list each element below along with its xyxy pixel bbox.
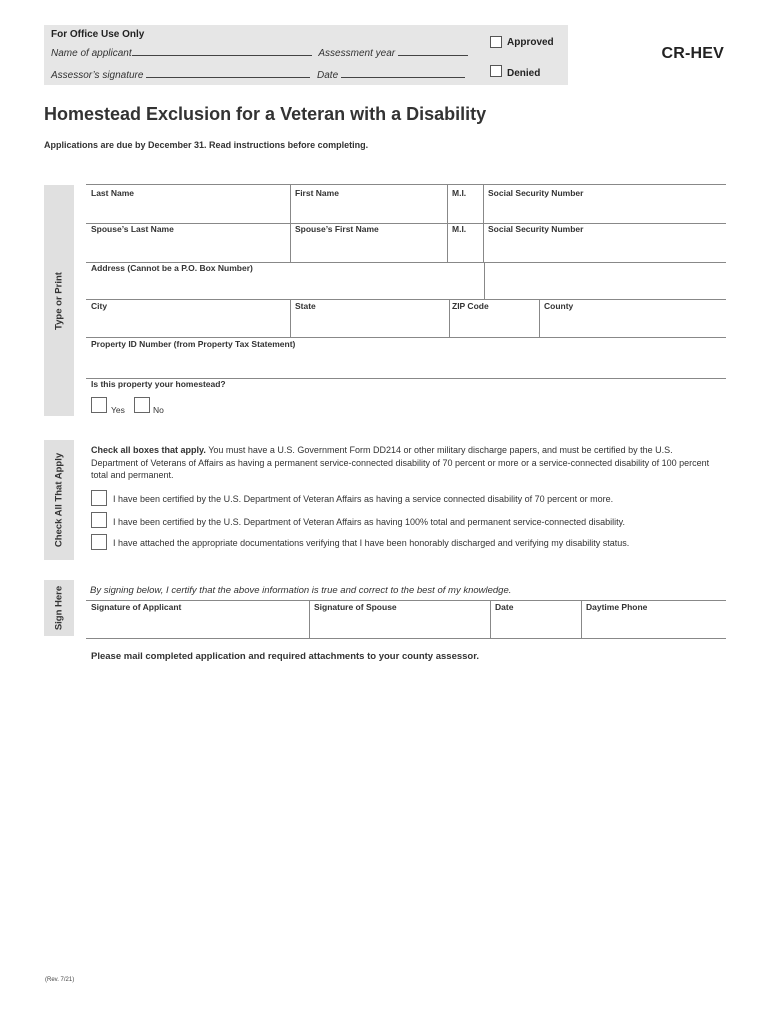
zip-label: ZIP Code [452, 301, 489, 311]
spouse-first-name-label: Spouse’s First Name [295, 224, 379, 234]
homestead-no-label: No [153, 405, 164, 415]
office-sig-row [51, 68, 465, 81]
row-line-2 [86, 223, 726, 224]
ssn-label: Social Security Number [488, 188, 584, 198]
sign-top-line [86, 600, 726, 601]
divider [581, 600, 582, 638]
sign-here-label: Sign Here [53, 585, 65, 631]
form-code: CR-HEV [661, 45, 724, 62]
last-name-label: Last Name [91, 188, 134, 198]
approved-checkbox[interactable] [490, 36, 502, 48]
office-use-box [44, 25, 568, 85]
option-documentation-checkbox[interactable] [91, 534, 107, 550]
applicant-name-line[interactable] [132, 46, 312, 56]
page-subtitle: Applications are due by December 31. Read instructions before completing. [44, 140, 369, 150]
denied-label: Denied [507, 68, 541, 79]
applicant-signature-label: Signature of Applicant [91, 602, 182, 612]
divider [290, 299, 291, 337]
divider [483, 223, 484, 262]
spouse-signature-label: Signature of Spouse [314, 602, 397, 612]
check-all-sidebar [44, 440, 74, 560]
assessor-signature-line[interactable] [146, 68, 310, 78]
divider [490, 600, 491, 638]
denied-checkbox[interactable] [490, 65, 502, 77]
spouse-ssn-label: Social Security Number [488, 224, 584, 234]
option-100-percent-checkbox[interactable] [91, 512, 107, 528]
assessment-year-line[interactable] [398, 46, 468, 56]
office-name-row [51, 46, 468, 59]
sign-date-label: Date [495, 602, 514, 612]
check-all-label: Check All That Apply [53, 452, 65, 548]
eligibility-intro-bold: Check all boxes that apply. [91, 445, 206, 455]
divider [484, 262, 485, 299]
type-or-print-label: Type or Print [53, 271, 65, 330]
applicant-name-label: Name of applicant [51, 48, 132, 59]
homestead-yes-checkbox[interactable] [91, 397, 107, 413]
sign-here-sidebar [44, 580, 74, 636]
sign-bottom-line [86, 638, 726, 639]
homestead-question: Is this property your homestead? [91, 379, 226, 389]
city-label: City [91, 301, 108, 311]
option-70-percent-checkbox[interactable] [91, 490, 107, 506]
eligibility-paragraph [91, 444, 721, 482]
homestead-yes-label: Yes [111, 405, 125, 415]
mi-label: M.I. [452, 188, 467, 198]
page-title: Homestead Exclusion for a Veteran with a Disability [44, 104, 487, 124]
office-date-label: Date [317, 70, 339, 81]
office-use-title: For Office Use Only [51, 29, 145, 40]
assessment-year-label: Assessment year [318, 48, 396, 59]
divider [290, 223, 291, 262]
spouse-last-name-label: Spouse’s Last Name [91, 224, 174, 234]
assessor-signature-label: Assessor’s signature [51, 70, 144, 81]
mail-instruction: Please mail completed application and required attachments to your county assessor. [91, 651, 480, 662]
daytime-phone-label: Daytime Phone [586, 602, 648, 612]
county-label: County [544, 301, 574, 311]
divider [449, 299, 450, 337]
divider [447, 184, 448, 223]
row-line-4 [86, 299, 726, 300]
eligibility-intro-text: You must have a U.S. Government Form DD214 or other military discharge papers, and must be certified by the U.S. Department of Veterans of Affairs as having a permanent service-connected disability of 70 percent or more or a service-connected disability of 100 percent total and permanent. [91, 445, 710, 480]
divider [309, 600, 310, 638]
revision-date: (Rev. 7/21) [45, 977, 75, 983]
office-date-line[interactable] [341, 68, 465, 78]
homestead-no-checkbox[interactable] [134, 397, 150, 413]
first-name-label: First Name [295, 188, 339, 198]
property-id-label: Property ID Number (from Property Tax Statement) [91, 339, 296, 349]
address-label: Address (Cannot be a P.O. Box Number) [91, 263, 253, 273]
divider [539, 299, 540, 337]
option-documentation-label: I have attached the appropriate documentations verifying that I have been honorably discharged and verifying my disability status. [113, 538, 630, 548]
divider [483, 184, 484, 223]
state-label: State [295, 301, 316, 311]
row-line-5 [86, 337, 726, 338]
row-line-1 [86, 184, 726, 185]
divider [290, 184, 291, 223]
divider [447, 223, 448, 262]
option-70-percent-label: I have been certified by the U.S. Department of Veteran Affairs as having a service connected disability of 70 percent or more. [113, 494, 614, 504]
option-100-percent-label: I have been certified by the U.S. Department of Veteran Affairs as having 100% total and permanent service-connected disability. [113, 517, 625, 527]
spouse-mi-label: M.I. [452, 224, 467, 234]
type-or-print-sidebar [44, 185, 74, 416]
approved-label: Approved [507, 37, 554, 48]
certification-statement: By signing below, I certify that the above information is true and correct to the best of my knowledge. [90, 585, 512, 596]
